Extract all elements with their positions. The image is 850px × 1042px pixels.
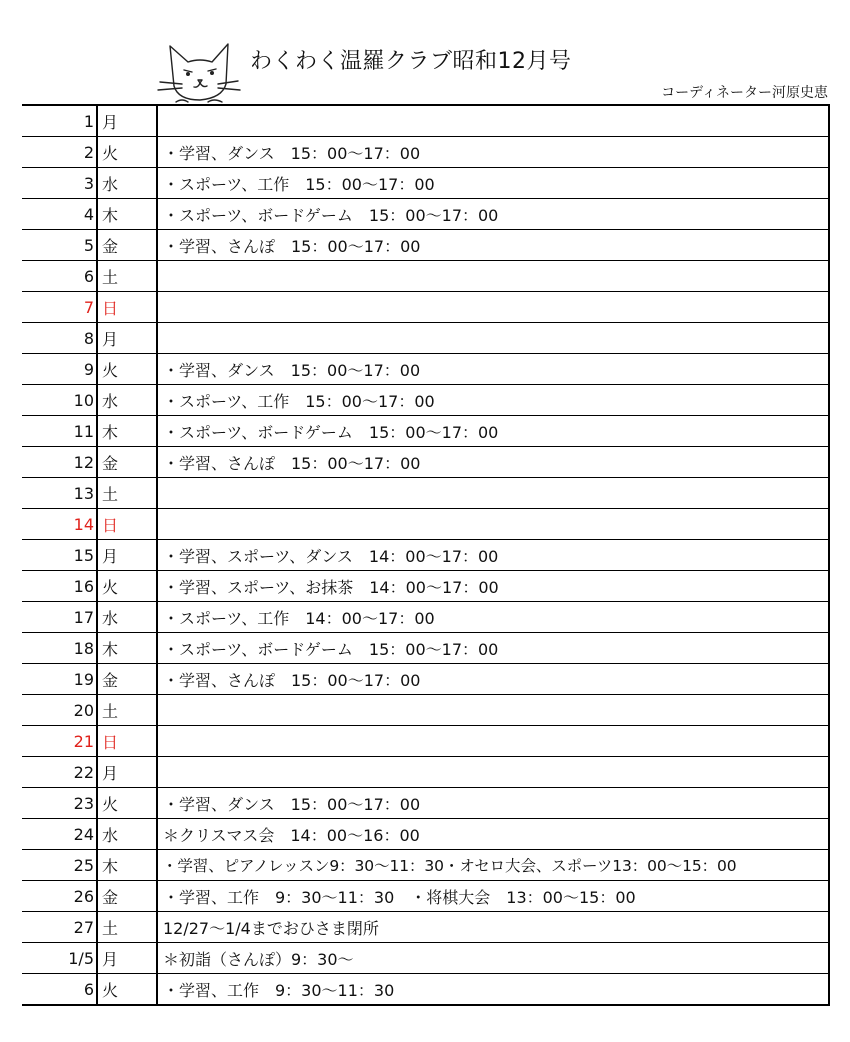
- activity: ・学習、スポーツ、お抹茶 14：00〜17：00: [157, 571, 829, 602]
- activity: [157, 478, 829, 509]
- weekday: 木: [97, 850, 157, 881]
- schedule-row: [22, 850, 829, 881]
- activity: ・学習、さんぽ 15：00〜17：00: [157, 230, 829, 261]
- weekday: 月: [97, 540, 157, 571]
- schedule-row: [22, 261, 829, 292]
- day-number: 20: [22, 695, 97, 726]
- activity: ・スポーツ、工作 14：00〜17：00: [157, 602, 829, 633]
- activity: [157, 509, 829, 540]
- weekday: 金: [97, 447, 157, 478]
- day-number: 5: [22, 230, 97, 261]
- activity: 12/27〜1/4までおひさま閉所: [157, 912, 829, 943]
- day-number: 6: [22, 261, 97, 292]
- day-number: 4: [22, 199, 97, 230]
- day-number: 11: [22, 416, 97, 447]
- weekday: 金: [97, 664, 157, 695]
- weekday: 土: [97, 261, 157, 292]
- schedule-row: [22, 757, 829, 788]
- day-number: 22: [22, 757, 97, 788]
- activity: ・スポーツ、ボードゲーム 15：00〜17：00: [157, 416, 829, 447]
- activity: ・スポーツ、ボードゲーム 15：00〜17：00: [157, 633, 829, 664]
- day-number: 6: [22, 974, 97, 1006]
- schedule-row: [22, 137, 829, 168]
- activity: [157, 261, 829, 292]
- weekday: 火: [97, 974, 157, 1006]
- weekday: 日: [97, 509, 157, 540]
- day-number: 1/5: [22, 943, 97, 974]
- weekday: 水: [97, 385, 157, 416]
- activity: ・スポーツ、工作 15：00〜17：00: [157, 385, 829, 416]
- weekday: 土: [97, 695, 157, 726]
- activity: [157, 323, 829, 354]
- activity: ・学習、スポーツ、ダンス 14：00〜17：00: [157, 540, 829, 571]
- day-number: 12: [22, 447, 97, 478]
- day-number: 16: [22, 571, 97, 602]
- day-number: 25: [22, 850, 97, 881]
- day-number: 14: [22, 509, 97, 540]
- schedule-row: [22, 788, 829, 819]
- day-number: 19: [22, 664, 97, 695]
- weekday: 金: [97, 230, 157, 261]
- weekday: 月: [97, 757, 157, 788]
- day-number: 21: [22, 726, 97, 757]
- schedule-row: [22, 943, 829, 974]
- day-number: 9: [22, 354, 97, 385]
- weekday: 水: [97, 819, 157, 850]
- schedule-row: [22, 881, 829, 912]
- schedule-body: [22, 105, 829, 1005]
- activity: [157, 695, 829, 726]
- schedule-row: [22, 819, 829, 850]
- schedule-row: [22, 633, 829, 664]
- day-number: 23: [22, 788, 97, 819]
- weekday: 水: [97, 602, 157, 633]
- weekday: 月: [97, 323, 157, 354]
- schedule-row: [22, 168, 829, 199]
- day-number: 17: [22, 602, 97, 633]
- activity: ・学習、ピアノレッスン9：30〜11：30・オセロ大会、スポーツ13：00〜15：00: [157, 850, 829, 881]
- day-number: 15: [22, 540, 97, 571]
- schedule-row: [22, 664, 829, 695]
- schedule-row: [22, 416, 829, 447]
- schedule-row: [22, 354, 829, 385]
- weekday: 火: [97, 137, 157, 168]
- activity: ・学習、ダンス 15：00〜17：00: [157, 137, 829, 168]
- activity: ・学習、さんぽ 15：00〜17：00: [157, 664, 829, 695]
- activity: ・スポーツ、工作 15：00〜17：00: [157, 168, 829, 199]
- weekday: 日: [97, 726, 157, 757]
- schedule-row: [22, 292, 829, 323]
- schedule-row: [22, 230, 829, 261]
- page-title: わくわく温羅クラブ昭和12月号: [250, 49, 572, 74]
- activity: [157, 292, 829, 323]
- day-number: 1: [22, 105, 97, 137]
- activity: ＊初詣（さんぽ）9：30〜: [157, 943, 829, 974]
- day-number: 2: [22, 137, 97, 168]
- weekday: 木: [97, 633, 157, 664]
- schedule-row: [22, 912, 829, 943]
- schedule-row: [22, 509, 829, 540]
- weekday: 火: [97, 571, 157, 602]
- day-number: 3: [22, 168, 97, 199]
- activity: ・学習、工作 9：30〜11：30 ・将棋大会 13：00〜15：00: [157, 881, 829, 912]
- schedule-row: [22, 385, 829, 416]
- activity: [157, 726, 829, 757]
- schedule-row: [22, 105, 829, 137]
- day-number: 10: [22, 385, 97, 416]
- day-number: 24: [22, 819, 97, 850]
- schedule-row: [22, 726, 829, 757]
- schedule-row: [22, 478, 829, 509]
- day-number: 13: [22, 478, 97, 509]
- schedule-row: [22, 695, 829, 726]
- day-number: 26: [22, 881, 97, 912]
- weekday: 月: [97, 943, 157, 974]
- activity: ・学習、ダンス 15：00〜17：00: [157, 354, 829, 385]
- activity: [157, 105, 829, 137]
- schedule-row: [22, 323, 829, 354]
- weekday: 日: [97, 292, 157, 323]
- day-number: 27: [22, 912, 97, 943]
- weekday: 月: [97, 105, 157, 137]
- weekday: 木: [97, 199, 157, 230]
- weekday: 土: [97, 912, 157, 943]
- day-number: 8: [22, 323, 97, 354]
- activity: ・学習、工作 9：30〜11：30: [157, 974, 829, 1006]
- activity: ＊クリスマス会 14：00〜16：00: [157, 819, 829, 850]
- weekday: 火: [97, 788, 157, 819]
- activity: ・スポーツ、ボードゲーム 15：00〜17：00: [157, 199, 829, 230]
- schedule-row: [22, 974, 829, 1006]
- weekday: 木: [97, 416, 157, 447]
- cat-face-icon: [152, 40, 244, 106]
- weekday: 金: [97, 881, 157, 912]
- schedule-row: [22, 540, 829, 571]
- activity: ・学習、さんぽ 15：00〜17：00: [157, 447, 829, 478]
- activity: ・学習、ダンス 15：00〜17：00: [157, 788, 829, 819]
- schedule-row: [22, 447, 829, 478]
- weekday: 火: [97, 354, 157, 385]
- activity: [157, 757, 829, 788]
- coordinator-name: コーディネーター河原史恵: [661, 85, 828, 101]
- day-number: 18: [22, 633, 97, 664]
- weekday: 水: [97, 168, 157, 199]
- schedule-row: [22, 199, 829, 230]
- day-number: 7: [22, 292, 97, 323]
- weekday: 土: [97, 478, 157, 509]
- schedule-row: [22, 571, 829, 602]
- schedule-row: [22, 602, 829, 633]
- schedule-table: [22, 104, 830, 1006]
